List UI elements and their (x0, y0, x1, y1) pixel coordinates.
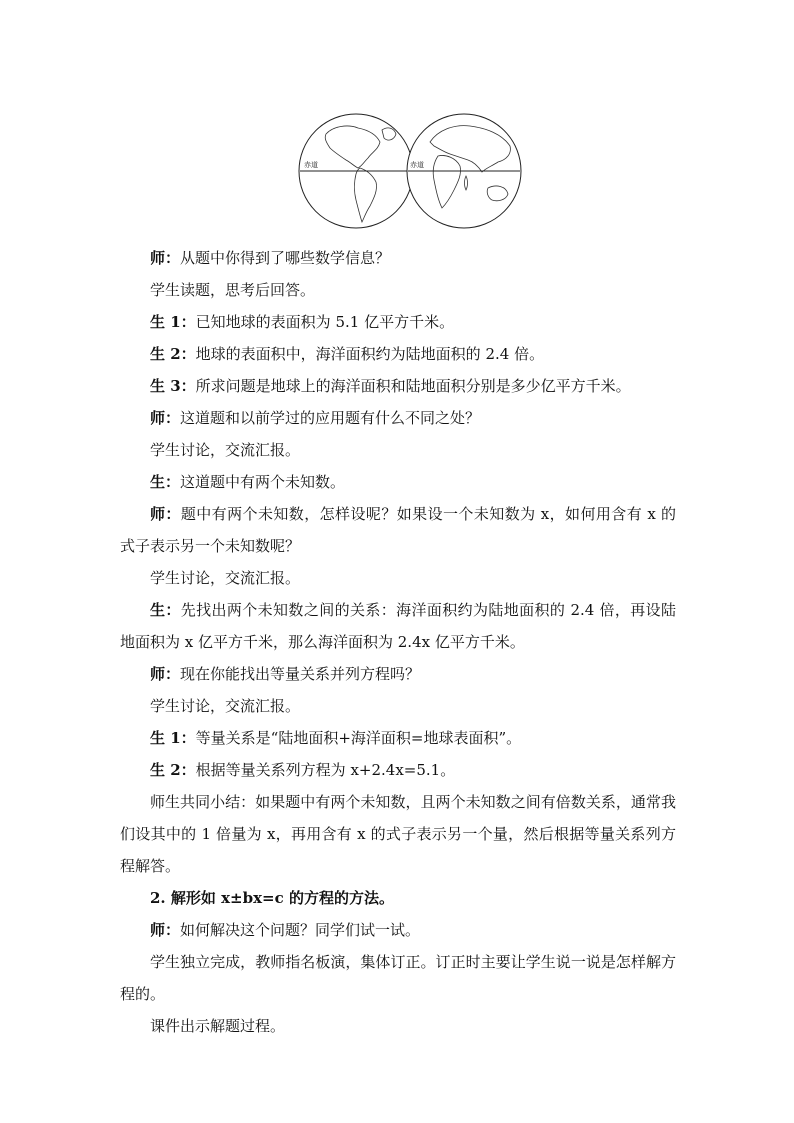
paragraph-text: 从题中你得到了哪些数学信息？ (180, 249, 391, 267)
paragraph-text: 题中有两个未知数，怎样设呢？如果设一个未知数为 x，如何用含有 x 的式子表示另一个未知数呢？ (120, 505, 676, 555)
speaker-label: 师： (150, 249, 181, 267)
paragraph-text: 这道题中有两个未知数。 (180, 473, 346, 491)
speaker-label: 生 1： (150, 729, 196, 747)
paragraph-text: 学生讨论，交流汇报。 (150, 569, 301, 587)
paragraph (120, 274, 676, 306)
paragraph (120, 338, 676, 370)
paragraph (120, 946, 676, 1010)
paragraph-text: 课件出示解题过程。 (150, 1017, 286, 1035)
speaker-label: 生： (150, 473, 181, 491)
speaker-label: 生 2： (150, 345, 196, 363)
speaker-label: 师： (150, 409, 181, 427)
paragraph (120, 306, 676, 338)
paragraph (120, 722, 676, 754)
paragraph-text: 学生读题，思考后回答。 (150, 281, 316, 299)
western-hemisphere (299, 114, 413, 228)
paragraph (120, 434, 676, 466)
paragraph-text: 这道题和以前学过的应用题有什么不同之处？ (180, 409, 481, 427)
paragraph (120, 402, 676, 434)
equator-label-left: 赤道 (304, 161, 318, 169)
paragraph (120, 754, 676, 786)
speaker-label: 师： (150, 505, 181, 523)
paragraph-text: 根据等量关系列方程为 x+2.4x=5.1。 (195, 761, 456, 779)
paragraph-text: 先找出两个未知数之间的关系：海洋面积约为陆地面积的 2.4 倍，再设陆地面积为 x 亿平方千米，那么海洋面积为 2.4x 亿平方千米。 (120, 601, 676, 651)
paragraph-text: 地球的表面积中，海洋面积约为陆地面积的 2.4 倍。 (195, 345, 545, 363)
paragraph (120, 1010, 676, 1042)
speaker-label: 生 3： (150, 377, 196, 395)
paragraph-text: 现在你能找出等量关系并列方程吗？ (180, 665, 421, 683)
paragraph-text: 学生独立完成，教师指名板演，集体订正。订正时主要让学生说一说是怎样解方程的。 (120, 953, 676, 1003)
equator-label-right: 赤道 (410, 161, 424, 169)
paragraph-text: 学生讨论，交流汇报。 (150, 441, 301, 459)
speaker-label: 生： (150, 601, 181, 619)
paragraph (120, 690, 676, 722)
speaker-label: 师： (150, 921, 181, 939)
paragraph (120, 594, 676, 658)
paragraph (120, 370, 676, 402)
eastern-hemisphere (407, 114, 521, 228)
paragraph-text: 等量关系是“陆地面积+海洋面积=地球表面积”。 (195, 729, 522, 747)
speaker-label: 师： (150, 665, 181, 683)
lesson-text (120, 242, 676, 1042)
paragraph-text: 所求问题是地球上的海洋面积和陆地面积分别是多少亿平方千米。 (195, 377, 631, 395)
section-heading (120, 882, 676, 914)
paragraph-text: 已知地球的表面积为 5.1 亿平方千米。 (195, 313, 455, 331)
paragraph (120, 786, 676, 882)
speaker-label: 生 1： (150, 313, 196, 331)
paragraph (120, 498, 676, 562)
paragraph (120, 562, 676, 594)
paragraph (120, 658, 676, 690)
heading-text: 2. 解形如 x±bx=c 的方程的方法。 (150, 889, 394, 907)
paragraph-text: 师生共同小结：如果题中有两个未知数，且两个未知数之间有倍数关系，通常我们设其中的 1 倍量为 x，再用含有 x 的式子表示另一个量，然后根据等量关系列方程解答。 (120, 793, 676, 875)
speaker-label: 生 2： (150, 761, 196, 779)
paragraph (120, 466, 676, 498)
paragraph-text: 如何解决这个问题？同学们试一试。 (180, 921, 421, 939)
paragraph-text: 学生讨论，交流汇报。 (150, 697, 301, 715)
paragraph (120, 914, 676, 946)
paragraph (120, 242, 676, 274)
world-map-figure (298, 112, 522, 230)
